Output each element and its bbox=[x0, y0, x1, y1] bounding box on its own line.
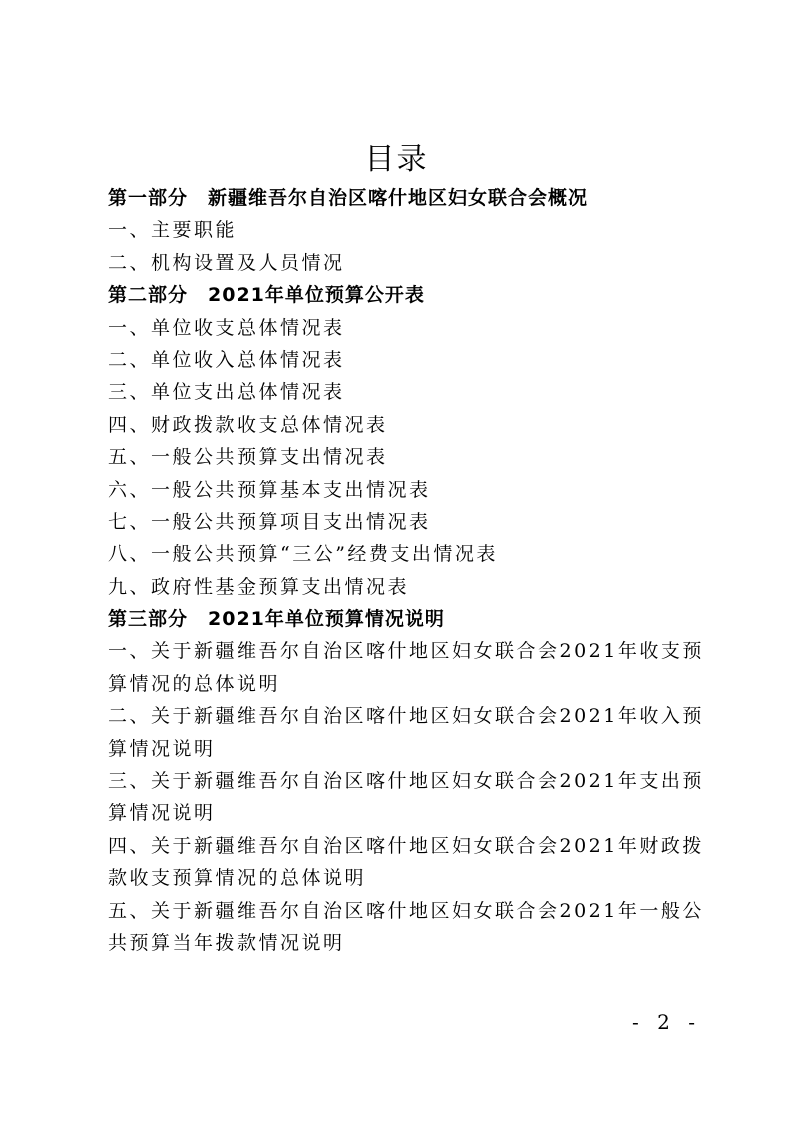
toc-item-continued: 算情况说明 bbox=[108, 737, 216, 760]
toc-section-1 bbox=[108, 182, 698, 214]
toc-section-text: 新疆维吾尔自治区喀什地区妇女联合会概况 bbox=[208, 187, 589, 209]
toc-section-label: 第二部分 bbox=[108, 284, 189, 307]
toc-item: 一、主要职能 bbox=[108, 219, 238, 242]
toc-section-label: 第一部分 bbox=[108, 187, 189, 209]
toc-item: 三、关于新疆维吾尔自治区喀什地区妇女联合会2021年支出预 bbox=[108, 770, 704, 793]
toc-item: 三、单位支出总体情况表 bbox=[108, 381, 345, 404]
toc-item: 一、单位收支总体情况表 bbox=[108, 316, 345, 339]
toc-item: 六、一般公共预算基本支出情况表 bbox=[108, 478, 431, 501]
toc-item-continued: 算情况的总体说明 bbox=[108, 672, 281, 695]
toc-section-3 bbox=[108, 603, 698, 635]
toc-item: 九、政府性基金预算支出情况表 bbox=[108, 575, 410, 598]
toc-item: 四、关于新疆维吾尔自治区喀什地区妇女联合会2021年财政拨 bbox=[108, 834, 704, 857]
toc-item: 二、关于新疆维吾尔自治区喀什地区妇女联合会2021年收入预 bbox=[108, 705, 704, 728]
toc-item-continued: 款收支预算情况的总体说明 bbox=[108, 867, 367, 890]
toc-section-text: 2021年单位预算情况说明 bbox=[208, 608, 445, 631]
page-title: 目录 bbox=[364, 142, 429, 177]
toc-item: 四、财政拨款收支总体情况表 bbox=[108, 413, 388, 436]
toc-item: 七、一般公共预算项目支出情况表 bbox=[108, 510, 431, 533]
toc-item-continued: 共预算当年拨款情况说明 bbox=[108, 931, 345, 954]
toc-item: 八、一般公共预算“三公”经费支出情况表 bbox=[108, 543, 498, 566]
toc-item: 二、单位收入总体情况表 bbox=[108, 348, 345, 371]
toc-item-continued: 算情况说明 bbox=[108, 802, 216, 825]
toc-item: 二、机构设置及人员情况 bbox=[108, 251, 345, 274]
toc-item: 五、一般公共预算支出情况表 bbox=[108, 446, 388, 469]
toc-section-text: 2021年单位预算公开表 bbox=[208, 284, 425, 307]
toc-section-label: 第三部分 bbox=[108, 608, 189, 631]
table-of-contents bbox=[108, 182, 704, 959]
page-number: - 2 - bbox=[632, 1010, 701, 1034]
toc-item: 一、关于新疆维吾尔自治区喀什地区妇女联合会2021年收支预 bbox=[108, 640, 704, 663]
toc-item: 五、关于新疆维吾尔自治区喀什地区妇女联合会2021年一般公 bbox=[108, 899, 704, 922]
toc-section-2 bbox=[108, 279, 698, 311]
